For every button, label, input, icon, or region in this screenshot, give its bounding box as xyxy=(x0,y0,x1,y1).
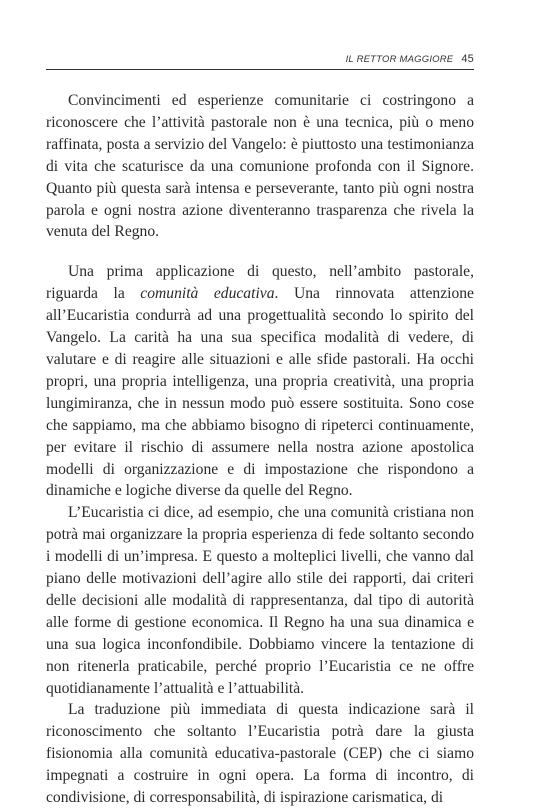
body-text xyxy=(46,90,474,809)
running-title: IL RETTOR MAGGIORE xyxy=(345,54,454,65)
running-head xyxy=(46,53,474,65)
paragraph-2-before: Una prima applicazione di questo, nell’ambito pastorale, riguarda la xyxy=(46,263,474,303)
paragraph-3: L’Eucaristia ci dice, ad esempio, che una comunità cristiana non potrà mai organizzare la propria esperienza di fede soltanto secondo i modelli di un’impresa. E questo a molteplici livelli, che vanno dal piano delle motivazioni dell’agire allo stile dei rapporti, dai criteri delle decisioni alle modalità di rappresentanza, dal tipo di autorità alle forme di gestione economica. Il Regno ha una sua dinamica e una sua logica inconfondibile. Dobbiamo vincere la tentazione di non ritenerla praticabile, perché proprio l’Eucaristia ce ne offre quotidianamente l’attualità e l’attuabilità. xyxy=(46,504,474,697)
paragraph-2 xyxy=(46,261,474,502)
page-number: 45 xyxy=(461,53,474,65)
paragraph-2-after: . Una rinnovata attenzione all’Eucaristia condurrà ad una progettualità secondo lo spirito del Vangelo. La carità ha una sua specifica modalità di vedere, di valutare e di reagire alle situazioni e alle sfide pastorali. Ha occhi propri, una propria intelligenza, una propria creatività, una propria lungimiranza, che in nessun modo può essere sostituita. Sono cose che sappiamo, ma che abbiamo bisogno di ripeterci continuamente, per evitare il rischio di assumere nella nostra azione apostolica modelli di organizzazione e di impostazione che rispondono a dinamiche e logiche diverse da quelle del Regno. xyxy=(46,285,474,500)
paragraph-1: Convincimenti ed esperienze comunitarie ci costringono a riconoscere che l’attività pastorale non è una tecnica, più o meno raffinata, posta a servizio del Vangelo: è piuttosto una testimonianza di vita che scaturisce da una comunione profonda con il Signore. Quanto più questa sarà intensa e perseverante, tanto più ogni nostra parola e ogni nostra azione diventeranno trasparenza che rivela la venuta del Regno. xyxy=(46,92,474,241)
paragraph-4: La traduzione più immediata di questa indicazione sarà il riconoscimento che soltanto l’Eucaristia potrà dare la giusta fisionomia alla comunità educativa-pastorale (CEP) che ci siamo impegnati a costruire in ogni opera. La forma di incontro, di condivisione, di corresponsabilità, di ispirazione carismatica, di xyxy=(46,701,474,807)
paragraph-2-emphasis: comunità educativa xyxy=(140,285,275,303)
header-rule xyxy=(46,69,474,70)
